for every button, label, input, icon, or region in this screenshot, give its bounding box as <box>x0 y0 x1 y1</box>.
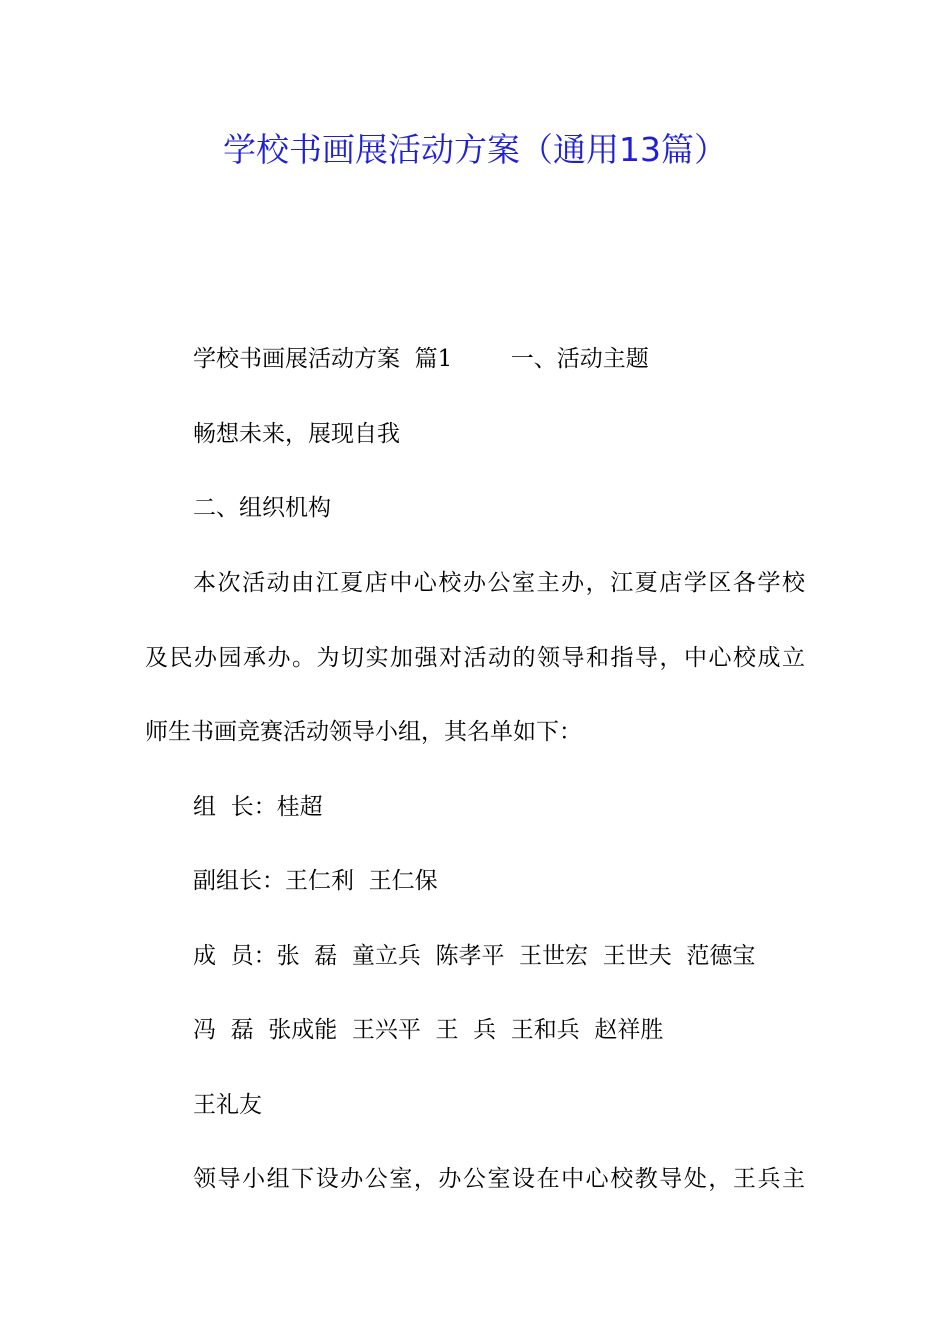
document-title: 学校书画展活动方案（通用13篇） <box>223 130 727 169</box>
paragraph-line: 及民办园承办。为切实加强对活动的领导和指导，中心校成立 <box>145 645 805 671</box>
paragraph-line: 师生书画竞赛活动领导小组，其名单如下： <box>145 719 582 745</box>
section-heading-line: 学校书画展活动方案 篇1 一、活动主题 <box>193 346 649 372</box>
paragraph-line: 领导小组下设办公室，办公室设在中心校教导处，王兵主 <box>193 1166 805 1192</box>
theme-text: 畅想未来，展现自我 <box>193 421 400 447</box>
members-line: 冯 磊 张成能 王兴平 王 兵 王和兵 赵祥胜 <box>193 1017 664 1043</box>
section-heading: 二、组织机构 <box>193 495 331 521</box>
group-leader-line: 组 长：桂超 <box>193 794 323 820</box>
paragraph-line: 本次活动由江夏店中心校办公室主办，江夏店学区各学校 <box>193 570 805 596</box>
members-line: 成 员：张 磊 童立兵 陈孝平 王世宏 王世夫 范德宝 <box>193 943 756 969</box>
members-line: 王礼友 <box>193 1092 262 1118</box>
deputy-leader-line: 副组长：王仁利 王仁保 <box>193 868 438 894</box>
